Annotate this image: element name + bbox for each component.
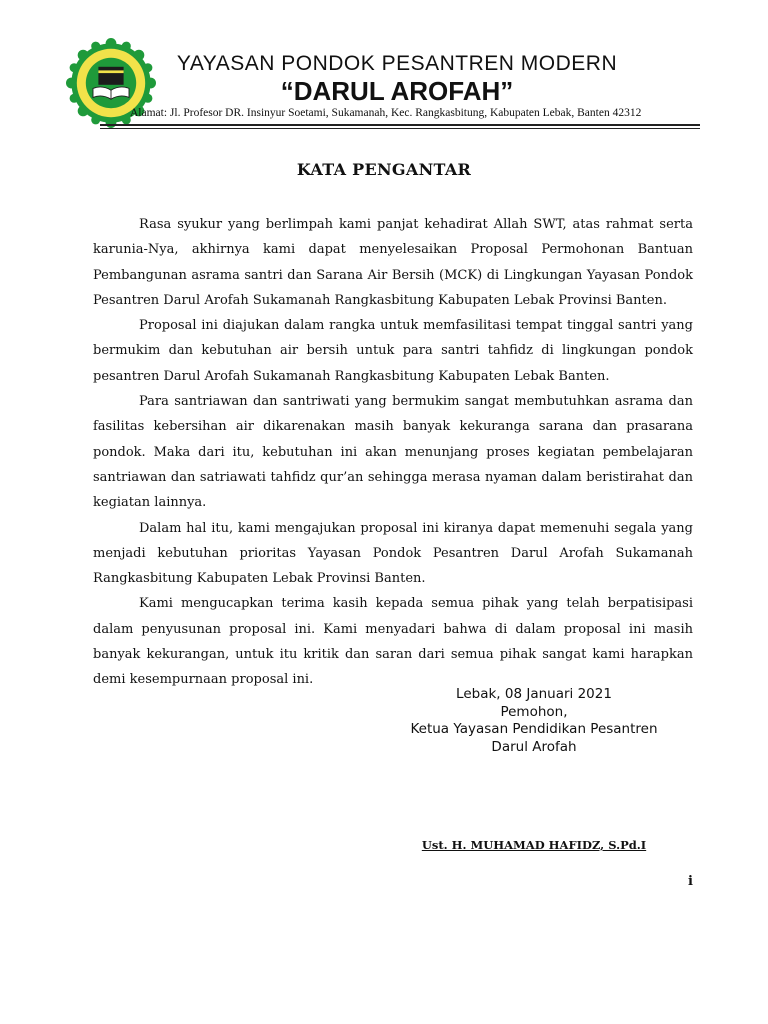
paragraph-3: Para santriawan dan santriwati yang bermukim sangat membutuhkan asrama dan fasilitas kebersihan air dikarenakan masih banyak kekuranga sarana dan prasarana pondok. Maka dari itu, kebutuhan ini akan menunjang proses kegiatan pembelajaran santriawan dan satriawati tahfidz qur’an sehingga merasa nyaman dalam beristirahat dan kegiatan lainnya. [93,394,693,511]
signer-position: Ketua Yayasan Pendidikan Pesantren [410,721,658,737]
header-rule-thin [100,128,700,129]
paragraph-5: Kami mengucapkan terima kasih kepada semua pihak yang telah berpatisipasi dalam penyusunan proposal ini. Kami menyadari bahwa di dalam proposal ini masih banyak kekurangan, untuk itu kritik dan saran dari semua pihak sangat kami harapkan demi kesempurnaan proposal ini. [93,596,693,688]
paragraph-1: Rasa syukur yang berlimpah kami panjat kehadirat Allah SWT, atas rahmat serta karunia-Nya, akhirnya kami dapat menyelesaikan Proposal Permohonan Bantuan Pembangunan asrama santri dan Sarana Air Bersih (MCK) di Lingkungan Yayasan Pondok Pesantren Darul Arofah Sukamanah Rangkasbitung Kabupaten Lebak Provinsi Banten. [93,217,693,308]
signer-institution: Darul Arofah [491,738,577,755]
org-address: Alamat: Jl. Profesor DR. Insinyur Soetami, Sukamanah, Kec. Rangkasbitung, Kabupaten Lebak, Banten 42312 [130,107,642,119]
signature-block [400,686,668,756]
paragraph-2: Proposal ini diajukan dalam rangka untuk memfasilitasi tempat tinggal santri yang bermukim dan kebutuhan air bersih untuk para santri tahfidz di lingkungan pondok pesantren Darul Arofah Sukamanah Rangkasbitung Kabupaten Lebak Banten. [93,318,693,384]
org-name-line1: YAYASAN PONDOK PESANTREN MODERN [176,52,618,75]
header-rule-thick [100,124,700,126]
page-title: KATA PENGANTAR [296,160,472,179]
place-date: Lebak, 08 Januari 2021 [456,686,612,702]
foreword-body [93,212,693,693]
signer-role: Pemohon, [500,703,568,720]
org-name-line2: “DARUL AROFAH” [280,76,514,106]
paragraph-4: Dalam hal itu, kami mengajukan proposal ini kiranya dapat memenuhi segala yang menjadi kebutuhan prioritas Yayasan Pondok Pesantren Darul Arofah Sukamanah Rangkasbitung Kabupaten Lebak Provinsi Banten. [93,520,693,587]
page-number: i [688,874,693,889]
signer-name: Ust. H. MUHAMAD HAFIDZ, S.Pd.I [421,838,647,852]
